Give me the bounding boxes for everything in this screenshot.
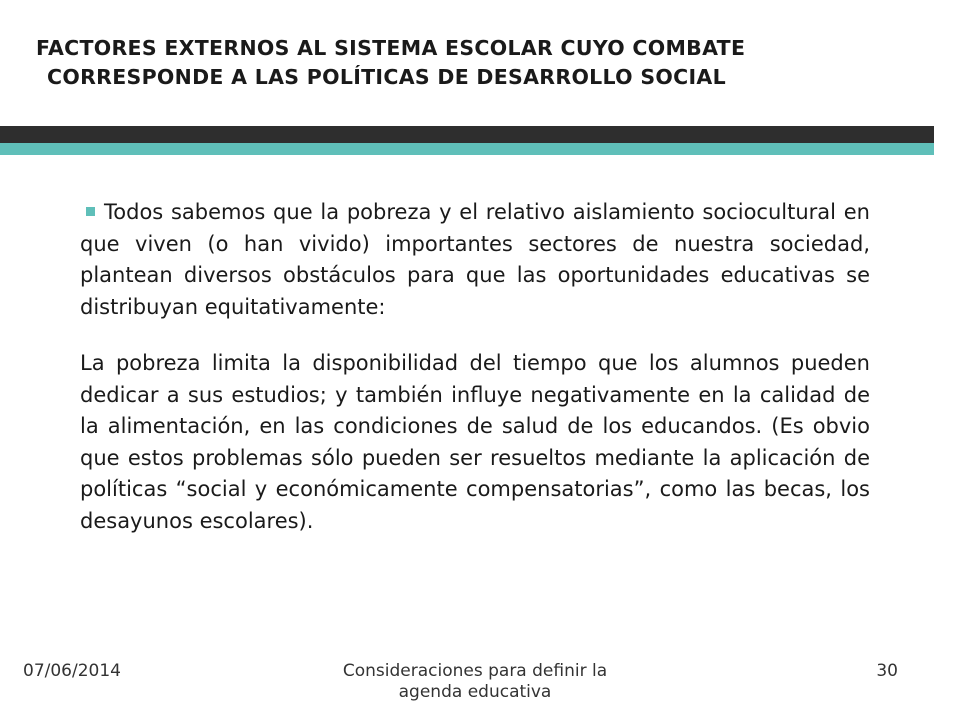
- footer-title: Consideraciones para definir la agenda educativa: [342, 661, 608, 702]
- header-divider-accent: [0, 143, 934, 155]
- header-divider-dark: [0, 126, 934, 143]
- square-bullet-icon: [86, 207, 95, 216]
- page-number: 30: [876, 661, 898, 681]
- footer-date: 07/06/2014: [23, 661, 121, 681]
- bullet-text: Todos sabemos que la pobreza y el relativo aislamiento sociocultural en que viven (o han vivido) importantes sectores de nuestra sociedad, plantean diversos obstáculos para que las oportunidades educativas se distribuyan equitativamente:: [80, 200, 870, 319]
- slide-title: [36, 34, 916, 92]
- slide-body: [80, 197, 870, 537]
- bullet-item: [80, 197, 870, 323]
- slide-title-line-2: CORRESPONDE A LAS POLÍTICAS DE DESARROLLO SOCIAL: [47, 65, 726, 89]
- slide-title-line-1: FACTORES EXTERNOS AL SISTEMA ESCOLAR CUYO COMBATE: [36, 36, 746, 60]
- body-paragraph: La pobreza limita la disponibilidad del tiempo que los alumnos pueden dedicar a sus estudios; y también influye negativamente en la calidad de la alimentación, en las condiciones de salud de los educandos. (Es obvio que estos problemas sólo pueden ser resueltos mediante la aplicación de políticas “social y económicamente compensatorias”, como las becas, los desayunos escolares).: [80, 351, 870, 533]
